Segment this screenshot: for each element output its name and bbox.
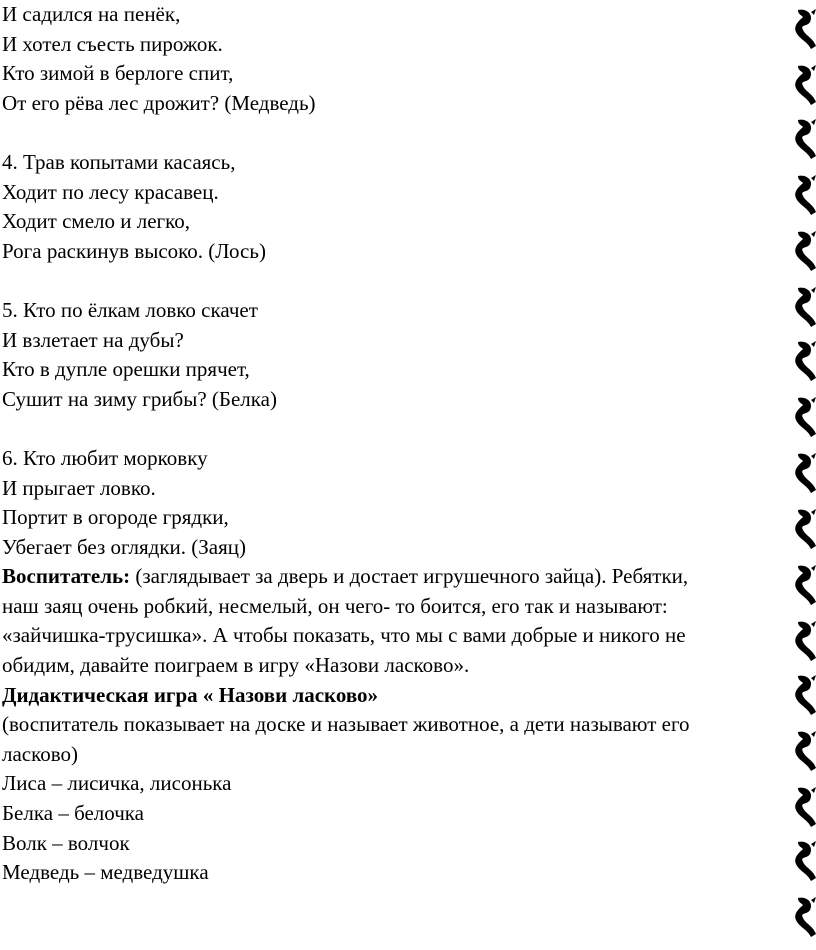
ornament-icon: [795, 675, 816, 715]
example-item: Медведь – медведушка: [2, 860, 209, 885]
game-examples: [2, 769, 802, 887]
riddle-line: 6. Кто любит морковку: [2, 445, 208, 470]
ornament-icon: [795, 119, 816, 159]
riddle-line: Ходит по лесу красавец.: [2, 179, 219, 204]
instruction-line-1: (воспитатель показывает на доске и называет животное, а дети называют его: [2, 712, 690, 737]
ornament-icon: [795, 897, 816, 937]
teacher-label: Воспитатель:: [2, 564, 131, 589]
ornament-icon: [795, 841, 816, 881]
riddle-line: 4. Трав копытами касаясь,: [2, 149, 236, 174]
riddle-line: И хотел съесть пирожок.: [2, 31, 223, 56]
ornament-icon: [795, 231, 816, 271]
ornament-icon: [795, 731, 816, 771]
instruction-line-2: ласково): [2, 741, 79, 766]
riddle-line: Сушит на зиму грибы? (Белка): [2, 386, 277, 411]
riddle-3-tail: [2, 0, 802, 118]
ornament-icon: [795, 397, 816, 437]
riddle-line: Кто в дупле орешки прячет,: [2, 357, 250, 382]
riddle-line: Убегает без оглядки. (Заяц): [2, 534, 247, 559]
ornament-icon: [795, 509, 816, 549]
riddle-line: От его рёва лес дрожит? (Медведь): [2, 90, 316, 115]
ornament-icon: [795, 621, 816, 661]
riddle-line: И взлетает на дубы?: [2, 327, 184, 352]
ornament-icon: [795, 341, 816, 381]
teacher-line-1: [2, 562, 802, 592]
game-title: Дидактическая игра « Назови ласково»: [2, 682, 379, 707]
game-instruction: [2, 710, 802, 769]
riddle-line: И прыгает ловко.: [2, 475, 156, 500]
ornament-icon: [795, 9, 816, 49]
riddle-line: 5. Кто по ёлкам ловко скачет: [2, 297, 258, 322]
example-item: Лиса – лисичка, лисонька: [2, 771, 232, 796]
ornament-icon: [795, 565, 816, 605]
teacher-line-3: «зайчишка-трусишка». А чтобы показать, что мы с вами добрые и никого не: [2, 623, 686, 648]
blank-line: [2, 414, 802, 444]
ornament-icon: [795, 787, 816, 827]
teacher-paragraph: [2, 562, 802, 680]
riddle-line: Кто зимой в берлоге спит,: [2, 61, 234, 86]
riddle-5: [2, 296, 802, 414]
ornament-icon: [795, 65, 816, 105]
blank-line: [2, 118, 802, 148]
teacher-line-1-text: (заглядывает за дверь и достает игрушечного зайца). Ребятки,: [130, 564, 689, 589]
riddle-4: [2, 148, 802, 266]
riddle-6: [2, 444, 802, 562]
document-body: [2, 0, 802, 888]
riddle-line: И садился на пенёк,: [2, 2, 181, 26]
ornament-icon: [795, 287, 816, 327]
ornament-icon: [795, 453, 816, 493]
ornament-icon: [795, 175, 816, 215]
teacher-line-4: обидим, давайте поиграем в игру «Назови ласково».: [2, 653, 470, 678]
riddle-line: Рога раскинув высоко. (Лось): [2, 238, 266, 263]
teacher-line-2: наш заяц очень робкий, несмелый, он чего- то боится, его так и называют:: [2, 593, 668, 618]
page-border-ornament: [792, 0, 816, 950]
riddle-line: Ходит смело и легко,: [2, 209, 191, 234]
blank-line: [2, 266, 802, 296]
example-item: Белка – белочка: [2, 801, 144, 826]
riddle-line: Портит в огороде грядки,: [2, 505, 229, 530]
example-item: Волк – волчок: [2, 830, 130, 855]
